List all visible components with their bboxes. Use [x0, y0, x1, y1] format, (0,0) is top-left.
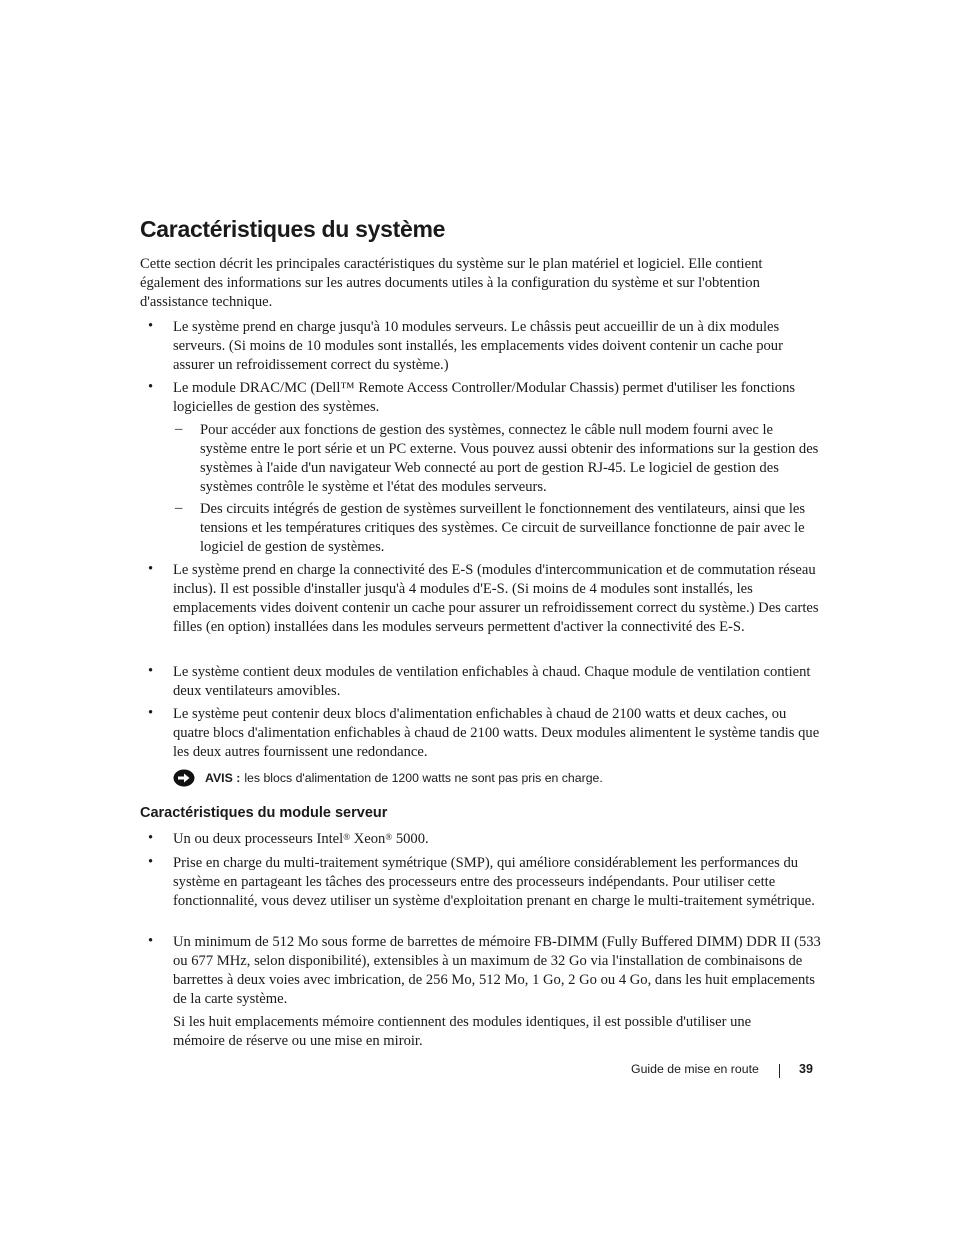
list-item: Prise en charge du multi-traitement symétrique (SMP), qui améliore considérablement les performances du système en partageant les tâches des processeurs entre des processeurs indépendants. Pour utiliser cette fonctionnalité, vous devez utiliser un système d'exploitation prenant en charge le multi-traitement symétrique.: [173, 855, 815, 909]
page-number: 39: [799, 1062, 813, 1076]
bullet-marker: •: [148, 379, 154, 395]
page-title: Caractéristiques du système: [140, 216, 446, 242]
bullet-marker: •: [148, 561, 154, 577]
bullet-marker: •: [148, 318, 154, 334]
notice: [173, 768, 603, 788]
sub-list-item: Des circuits intégrés de gestion de systèmes surveillent le fonctionnement des ventilateurs, ainsi que les tensions et les températures critiques des systèmes. Ce circuit de surveillance fonctionne de pair avec le logiciel de gestion de systèmes.: [200, 501, 806, 555]
bullet-marker: •: [148, 830, 154, 846]
notice-arrow-icon: [173, 769, 195, 787]
notice-text: les blocs d'alimentation de 1200 watts ne sont pas pris en charge.: [244, 771, 603, 785]
list-item: Le module DRAC/MC (Dell™ Remote Access Controller/Modular Chassis) permet d'utiliser les fonctions logicielles de gestion des systèmes.: [173, 380, 796, 415]
list-item: [173, 830, 821, 849]
dash-marker: –: [175, 500, 183, 516]
bullet-marker: •: [148, 854, 154, 870]
registered-mark: ®: [385, 832, 393, 842]
registered-mark: ®: [343, 832, 351, 842]
bullet-marker: •: [148, 663, 154, 679]
notice-label: AVIS :: [205, 771, 241, 785]
processor-text: Un ou deux processeurs Intel: [173, 831, 344, 847]
processor-name: Xeon: [350, 831, 386, 847]
list-item: Le système peut contenir deux blocs d'alimentation enfichables à chaud de 2100 watts et deux caches, ou quatre blocs d'alimentation enfichables à chaud de 2100 watts. Deux modules alimentent le système tandis que les deux autres fournissent une redondance.: [173, 706, 820, 760]
list-item: Le système prend en charge jusqu'à 10 modules serveurs. Le châssis peut accueillir de un à dix modules serveurs. (Si moins de 10 modules sont installés, les emplacements vides doivent contenir un cache pour assurer un refroidissement correct du système.): [173, 319, 783, 373]
sub-list-item: Pour accéder aux fonctions de gestion des systèmes, connectez le câble null modem fourni avec le système entre le port série et un PC externe. Vous pouvez aussi obtenir des informations sur la gestion des systèmes à l'aide d'un navigateur Web connecté au port de gestion RJ-45. Le logiciel de gestion des systèmes contrôle le système et l'état des modules serveurs.: [200, 422, 819, 495]
list-item: Le système prend en charge la connectivité des E-S (modules d'intercommunication et de commutation réseau inclus). Il est possible d'installer jusqu'à 4 modules d'E-S. (Si moins de 4 modules sont installés, les emplacements vides doivent contenir un cache pour assurer un refroidissement correct du système.) Des cartes filles (en option) installées dans les modules serveurs permettent d'activer la connectivité des E-S.: [173, 562, 819, 635]
footer-label: Guide de mise en route: [631, 1062, 759, 1076]
section-heading: Caractéristiques du module serveur: [140, 805, 388, 821]
bullet-marker: •: [148, 933, 154, 949]
continuation-paragraph: Si les huit emplacements mémoire contiennent des modules identiques, il est possible d'utiliser une mémoire de réserve ou une mise en miroir.: [173, 1014, 752, 1049]
bullet-marker: •: [148, 705, 154, 721]
dash-marker: –: [175, 421, 183, 437]
list-item: Un minimum de 512 Mo sous forme de barrettes de mémoire FB-DIMM (Fully Buffered DIMM) DDR II (533 ou 677 MHz, selon disponibilité), extensibles à un maximum de 32 Go via l'installation de combinaisons de barrettes à deux voies avec imbrication, de 256 Mo, 512 Mo, 1 Go, 2 Go ou 4 Go, dans les huit emplacements de la carte système.: [173, 934, 821, 1007]
footer-divider: [779, 1064, 780, 1078]
intro-paragraph: Cette section décrit les principales caractéristiques du système sur le plan matériel et logiciel. Elle contient également des informations sur les autres documents utiles à la configuration du système et sur l'obtention d'assistance technique.: [140, 256, 763, 310]
processor-model: 5000.: [392, 831, 429, 847]
list-item: Le système contient deux modules de ventilation enfichables à chaud. Chaque module de ventilation contient deux ventilateurs amovibles.: [173, 664, 811, 699]
